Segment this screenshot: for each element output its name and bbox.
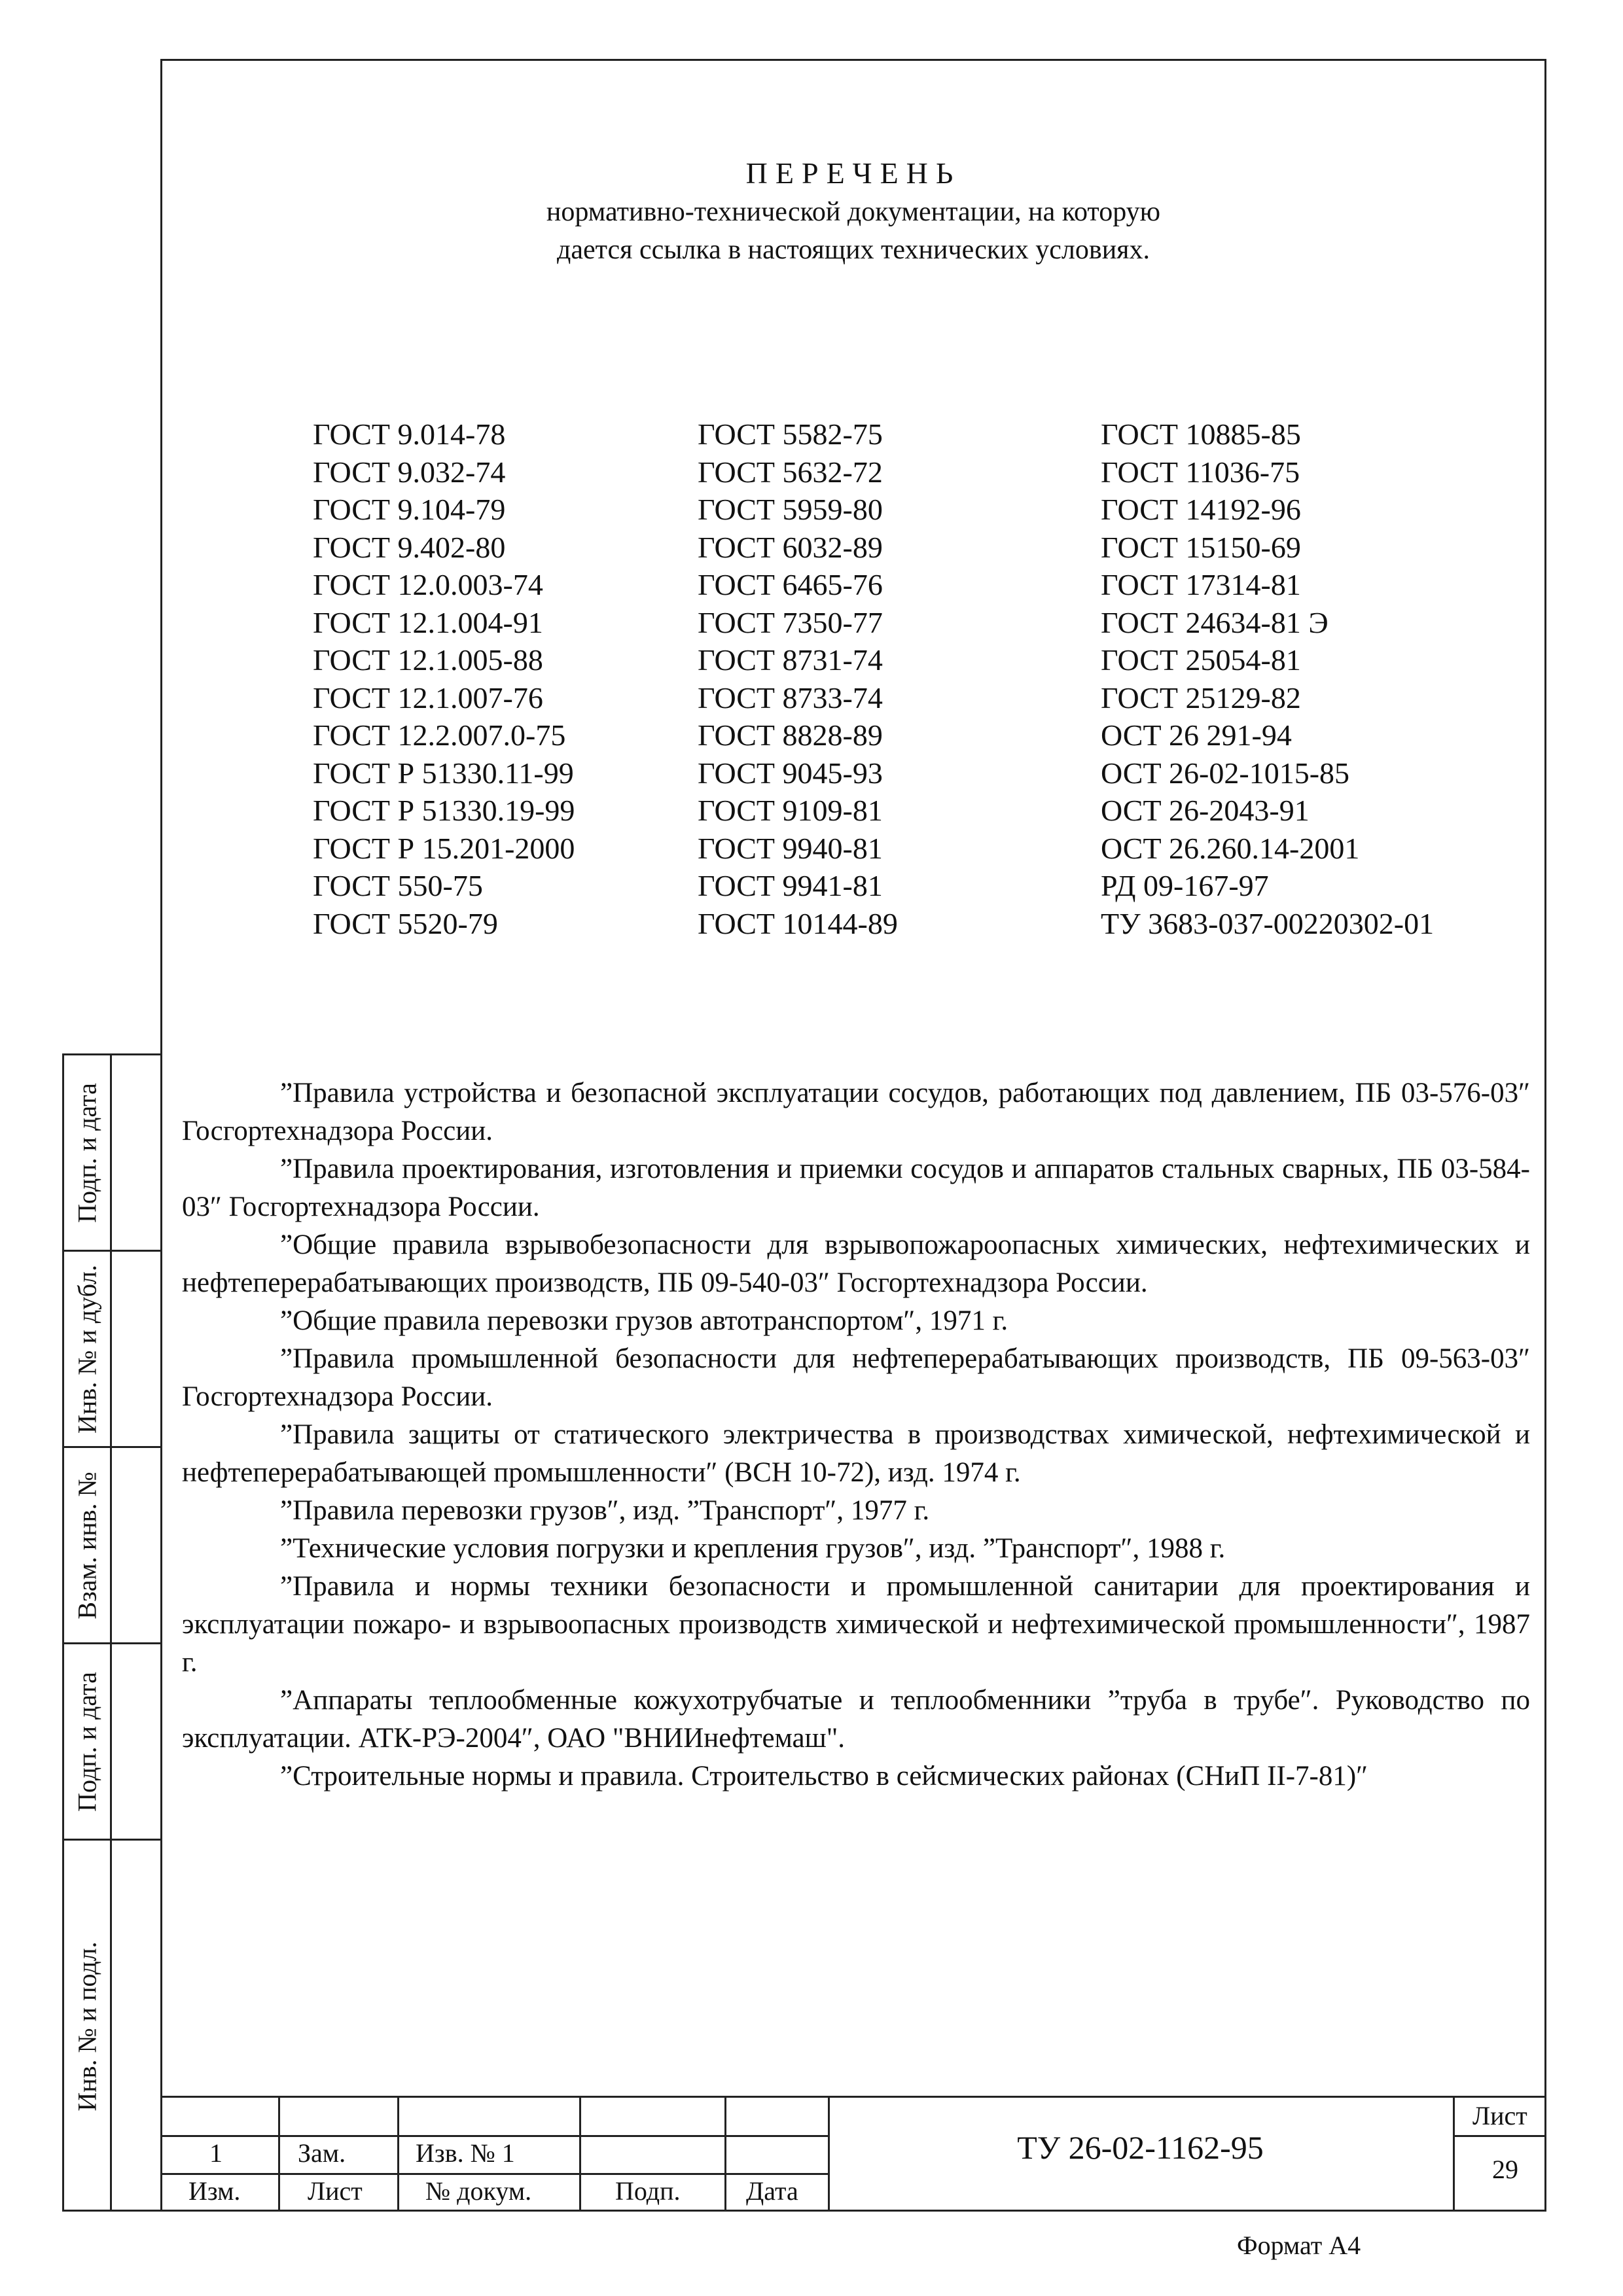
revision-change-type: Зам. bbox=[298, 2138, 346, 2168]
standard-item: ГОСТ 25054-81 bbox=[1101, 643, 1301, 677]
standard-item: ГОСТ 9109-81 bbox=[698, 794, 883, 827]
standards-column-3 bbox=[1101, 415, 1434, 942]
header-date: Дата bbox=[746, 2176, 798, 2206]
standard-item: ГОСТ 14192-96 bbox=[1101, 493, 1301, 526]
tb-divider bbox=[1453, 2098, 1455, 2212]
subtitle-line-1: нормативно-технической документации, на которую bbox=[546, 197, 1161, 227]
side-cell-signature-date bbox=[64, 1055, 160, 1252]
standard-item: ГОСТ 5959-80 bbox=[698, 493, 883, 526]
tb-row-line bbox=[160, 2173, 828, 2175]
side-label-original-inventory: Инв. № и подл. bbox=[72, 1941, 102, 2111]
regulation-item: ”Правила проектирования, изготовления и приемки сосудов и аппаратов стальных сварных, ПБ 03-584-03″ Госгортехнадзора России. bbox=[182, 1154, 1530, 1222]
standard-item: ОСТ 26-2043-91 bbox=[1101, 794, 1310, 827]
standard-item: ГОСТ 6465-76 bbox=[698, 568, 883, 601]
side-cell-replacement-inventory bbox=[64, 1448, 160, 1644]
regulation-item: ”Правила перевозки грузов″, изд. ”Транспорт″, 1977 г. bbox=[280, 1495, 930, 1526]
tb-divider bbox=[397, 2098, 399, 2212]
standard-item: ГОСТ 8731-74 bbox=[698, 643, 883, 677]
header-change: Изм. bbox=[188, 2176, 241, 2206]
standard-item: ГОСТ 12.1.004-91 bbox=[313, 605, 543, 639]
standard-item: ГОСТ 12.2.007.0-75 bbox=[313, 718, 566, 752]
standard-item: ГОСТ Р 51330.11-99 bbox=[313, 756, 574, 790]
subtitle-line-2: дается ссылка в настоящих технических условиях. bbox=[556, 235, 1150, 265]
side-cell-original-inventory bbox=[64, 1841, 160, 2212]
regulation-item: ”Строительные нормы и правила. Строительство в сейсмических районах (СНиП II-7-81)″ bbox=[280, 1761, 1368, 1792]
side-label-signature-date: Подп. и дата bbox=[72, 1082, 102, 1223]
standard-item: ГОСТ 5632-72 bbox=[698, 455, 883, 489]
regulation-item: ”Правила устройства и безопасной эксплуатации сосудов, работающих под давлением, ПБ 03-576-03″ Госгортехнадзора России. bbox=[182, 1078, 1530, 1146]
header-sheet: Лист bbox=[308, 2176, 363, 2206]
standard-item: ГОСТ 5520-79 bbox=[313, 906, 498, 940]
header-doc-number: № докум. bbox=[425, 2176, 532, 2206]
standard-item: ГОСТ 11036-75 bbox=[1101, 455, 1300, 489]
side-cell-duplicate-inventory bbox=[64, 1252, 160, 1448]
standard-item: ГОСТ 5582-75 bbox=[698, 417, 883, 451]
standard-item: ГОСТ 9940-81 bbox=[698, 831, 883, 865]
revision-change-number: 1 bbox=[209, 2138, 223, 2168]
revision-notice: Изв. № 1 bbox=[416, 2138, 515, 2168]
standard-item: ГОСТ 9941-81 bbox=[698, 869, 883, 902]
standard-item: ОСТ 26.260.14-2001 bbox=[1101, 831, 1360, 865]
regulation-item: ”Общие правила перевозки грузов автотранспортом″, 1971 г. bbox=[280, 1305, 1008, 1336]
side-label-replacement-inventory: Взам. инв. № bbox=[72, 1471, 102, 1619]
regulation-item: ”Общие правила взрывобезопасности для взрывопожароопасных химических, нефтехимических и нефтеперерабатывающих производств, ПБ 09-540-03″ Госгортехнадзора России. bbox=[182, 1229, 1530, 1298]
standard-item: ГОСТ 12.0.003-74 bbox=[313, 568, 543, 601]
document-code: ТУ 26-02-1162-95 bbox=[1017, 2129, 1264, 2166]
standard-item: ОСТ 26 291-94 bbox=[1101, 718, 1292, 752]
standard-item: ГОСТ 9.104-79 bbox=[313, 493, 506, 526]
standard-item: ГОСТ 17314-81 bbox=[1101, 568, 1301, 601]
side-label-signature-date-2: Подп. и дата bbox=[72, 1671, 102, 1812]
sheet-number: 29 bbox=[1492, 2155, 1518, 2184]
standard-item: ГОСТ 8828-89 bbox=[698, 718, 883, 752]
standards-column-1 bbox=[313, 415, 575, 942]
standard-item: ГОСТ 7350-77 bbox=[698, 605, 883, 639]
standard-item: ГОСТ 25129-82 bbox=[1101, 680, 1301, 715]
standard-item: ГОСТ 24634-81 Э bbox=[1101, 605, 1329, 639]
standard-item: ГОСТ 9.032-74 bbox=[313, 455, 506, 489]
standard-item: ГОСТ 550-75 bbox=[313, 869, 483, 902]
standard-item: ГОСТ Р 51330.19-99 bbox=[313, 794, 575, 827]
standard-item: ГОСТ 12.1.005-88 bbox=[313, 643, 543, 677]
regulations-list bbox=[182, 1074, 1530, 1795]
regulation-item: ”Аппараты теплообменные кожухотрубчатые и теплообменники ”труба в трубе″. Руководство по эксплуатации. АТК-РЭ-2004″, ОАО "ВНИИнефтемаш". bbox=[182, 1685, 1530, 1754]
side-cell-signature-date-2 bbox=[64, 1644, 160, 1841]
format-label: Формат А4 bbox=[1237, 2231, 1361, 2260]
tb-divider bbox=[579, 2098, 581, 2212]
standard-item: ГОСТ 15150-69 bbox=[1101, 530, 1301, 564]
standard-item: ГОСТ 6032-89 bbox=[698, 530, 883, 564]
page-title: ПЕРЕЧЕНЬ bbox=[745, 156, 961, 190]
regulation-item: ”Правила промышленной безопасности для нефтеперерабатывающих производств, ПБ 09-563-03″ Госгортехнадзора России. bbox=[182, 1343, 1530, 1412]
regulation-item: ”Правила и нормы техники безопасности и промышленной санитарии для проектирования и эксплуатации пожаро- и взрывоопасных производств химической и нефтехимической промышленности″, 1987 г. bbox=[182, 1571, 1530, 1678]
side-strip bbox=[62, 1053, 160, 2212]
side-label-duplicate-inventory: Инв. № и дубл. bbox=[72, 1264, 102, 1434]
standard-item: ГОСТ 9.402-80 bbox=[313, 530, 506, 564]
standard-item: ГОСТ 9.014-78 bbox=[313, 417, 506, 451]
regulation-item: ”Технические условия погрузки и крепления грузов″, изд. ”Транспорт″, 1988 г. bbox=[280, 1533, 1226, 1564]
standard-item: ОСТ 26-02-1015-85 bbox=[1101, 756, 1350, 790]
standard-item: ГОСТ 8733-74 bbox=[698, 680, 883, 715]
tb-row-line bbox=[1453, 2135, 1546, 2137]
tb-row-line bbox=[160, 2135, 828, 2137]
standard-item: ГОСТ Р 15.201-2000 bbox=[313, 831, 575, 865]
standards-column-2 bbox=[698, 415, 898, 942]
standard-item: ГОСТ 10144-89 bbox=[698, 906, 898, 940]
standard-item: ГОСТ 9045-93 bbox=[698, 756, 883, 790]
header-signature: Подп. bbox=[615, 2176, 681, 2206]
regulation-item: ”Правила защиты от статического электричества в производствах химической, нефтехимической и нефтеперерабатывающей промышленности″ (ВСН 10-72), изд. 1974 г. bbox=[182, 1419, 1530, 1488]
standard-item: ГОСТ 12.1.007-76 bbox=[313, 680, 543, 715]
tb-divider bbox=[278, 2098, 280, 2212]
standard-item: РД 09-167-97 bbox=[1101, 869, 1269, 902]
tb-divider bbox=[724, 2098, 726, 2212]
standard-item: ГОСТ 10885-85 bbox=[1101, 417, 1301, 451]
standard-item: ТУ 3683-037-00220302-01 bbox=[1101, 906, 1435, 940]
sheet-label: Лист bbox=[1472, 2101, 1527, 2130]
